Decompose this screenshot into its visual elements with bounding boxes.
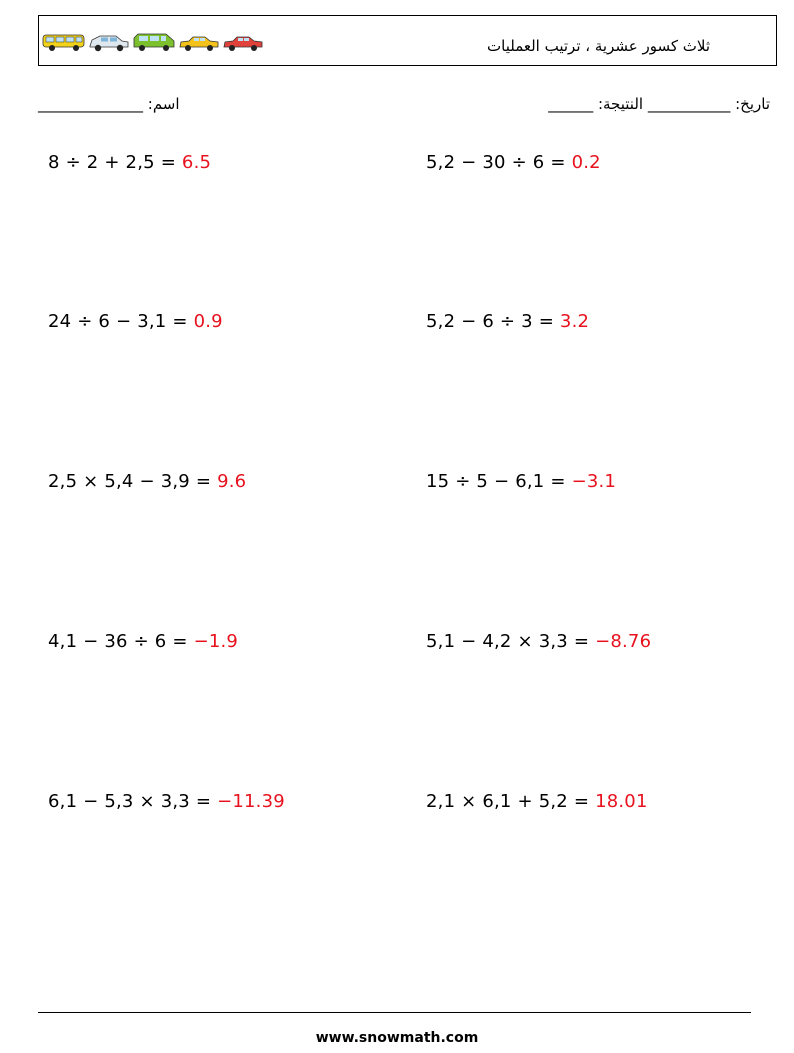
header-box xyxy=(38,15,777,66)
date-score-field: ______ :تاريخ: ___________ النتيجة xyxy=(548,95,770,113)
problem-6 xyxy=(426,471,616,492)
problem-expression: 24 ÷ 6 − 3,1 = xyxy=(48,311,194,332)
problem-expression: 2,1 × 6,1 + 5,2 = xyxy=(426,791,596,812)
problem-answer: 3.2 xyxy=(559,311,590,332)
problem-answer: −3.1 xyxy=(571,471,617,492)
problem-10 xyxy=(426,791,648,812)
minivan-icon xyxy=(132,32,176,52)
problem-9 xyxy=(48,791,285,812)
van-icon xyxy=(42,32,86,52)
problem-answer: 6.5 xyxy=(181,152,212,173)
problem-1 xyxy=(48,152,211,173)
problem-4 xyxy=(426,311,589,332)
problem-expression: 5,1 − 4,2 × 3,3 = xyxy=(426,631,596,652)
problem-expression: 5,2 − 30 ÷ 6 = xyxy=(426,152,572,173)
problem-answer: 0.9 xyxy=(193,311,223,332)
problem-expression: 15 ÷ 5 − 6,1 = xyxy=(426,471,572,492)
footer-divider xyxy=(38,1012,751,1013)
problem-expression: 8 ÷ 2 + 2,5 = xyxy=(48,152,182,173)
problem-8 xyxy=(426,631,651,652)
problem-answer: −1.9 xyxy=(193,631,239,652)
name-field: ______________ :اسم xyxy=(38,95,180,113)
problem-answer: 0.2 xyxy=(571,152,601,173)
problem-expression: 5,2 − 6 ÷ 3 = xyxy=(426,311,560,332)
problem-7 xyxy=(48,631,238,652)
problem-answer: −8.76 xyxy=(595,631,652,652)
problem-answer: 18.01 xyxy=(595,791,648,812)
worksheet-title: ثلاث كسور عشرية ، ترتيب العمليات xyxy=(487,37,710,55)
car-icons xyxy=(42,30,264,52)
taxi-icon xyxy=(178,32,220,52)
problem-answer: 9.6 xyxy=(217,471,247,492)
problem-expression: 6,1 − 5,3 × 3,3 = xyxy=(48,791,218,812)
suv-icon xyxy=(88,32,130,52)
footer-website: www.snowmath.com xyxy=(315,1030,479,1046)
sedan-icon xyxy=(222,32,264,52)
problem-3 xyxy=(48,311,223,332)
problem-answer: −11.39 xyxy=(217,791,285,812)
problem-expression: 4,1 − 36 ÷ 6 = xyxy=(48,631,194,652)
problem-5 xyxy=(48,471,246,492)
problem-expression: 2,5 × 5,4 − 3,9 = xyxy=(48,471,218,492)
problem-2 xyxy=(426,152,601,173)
